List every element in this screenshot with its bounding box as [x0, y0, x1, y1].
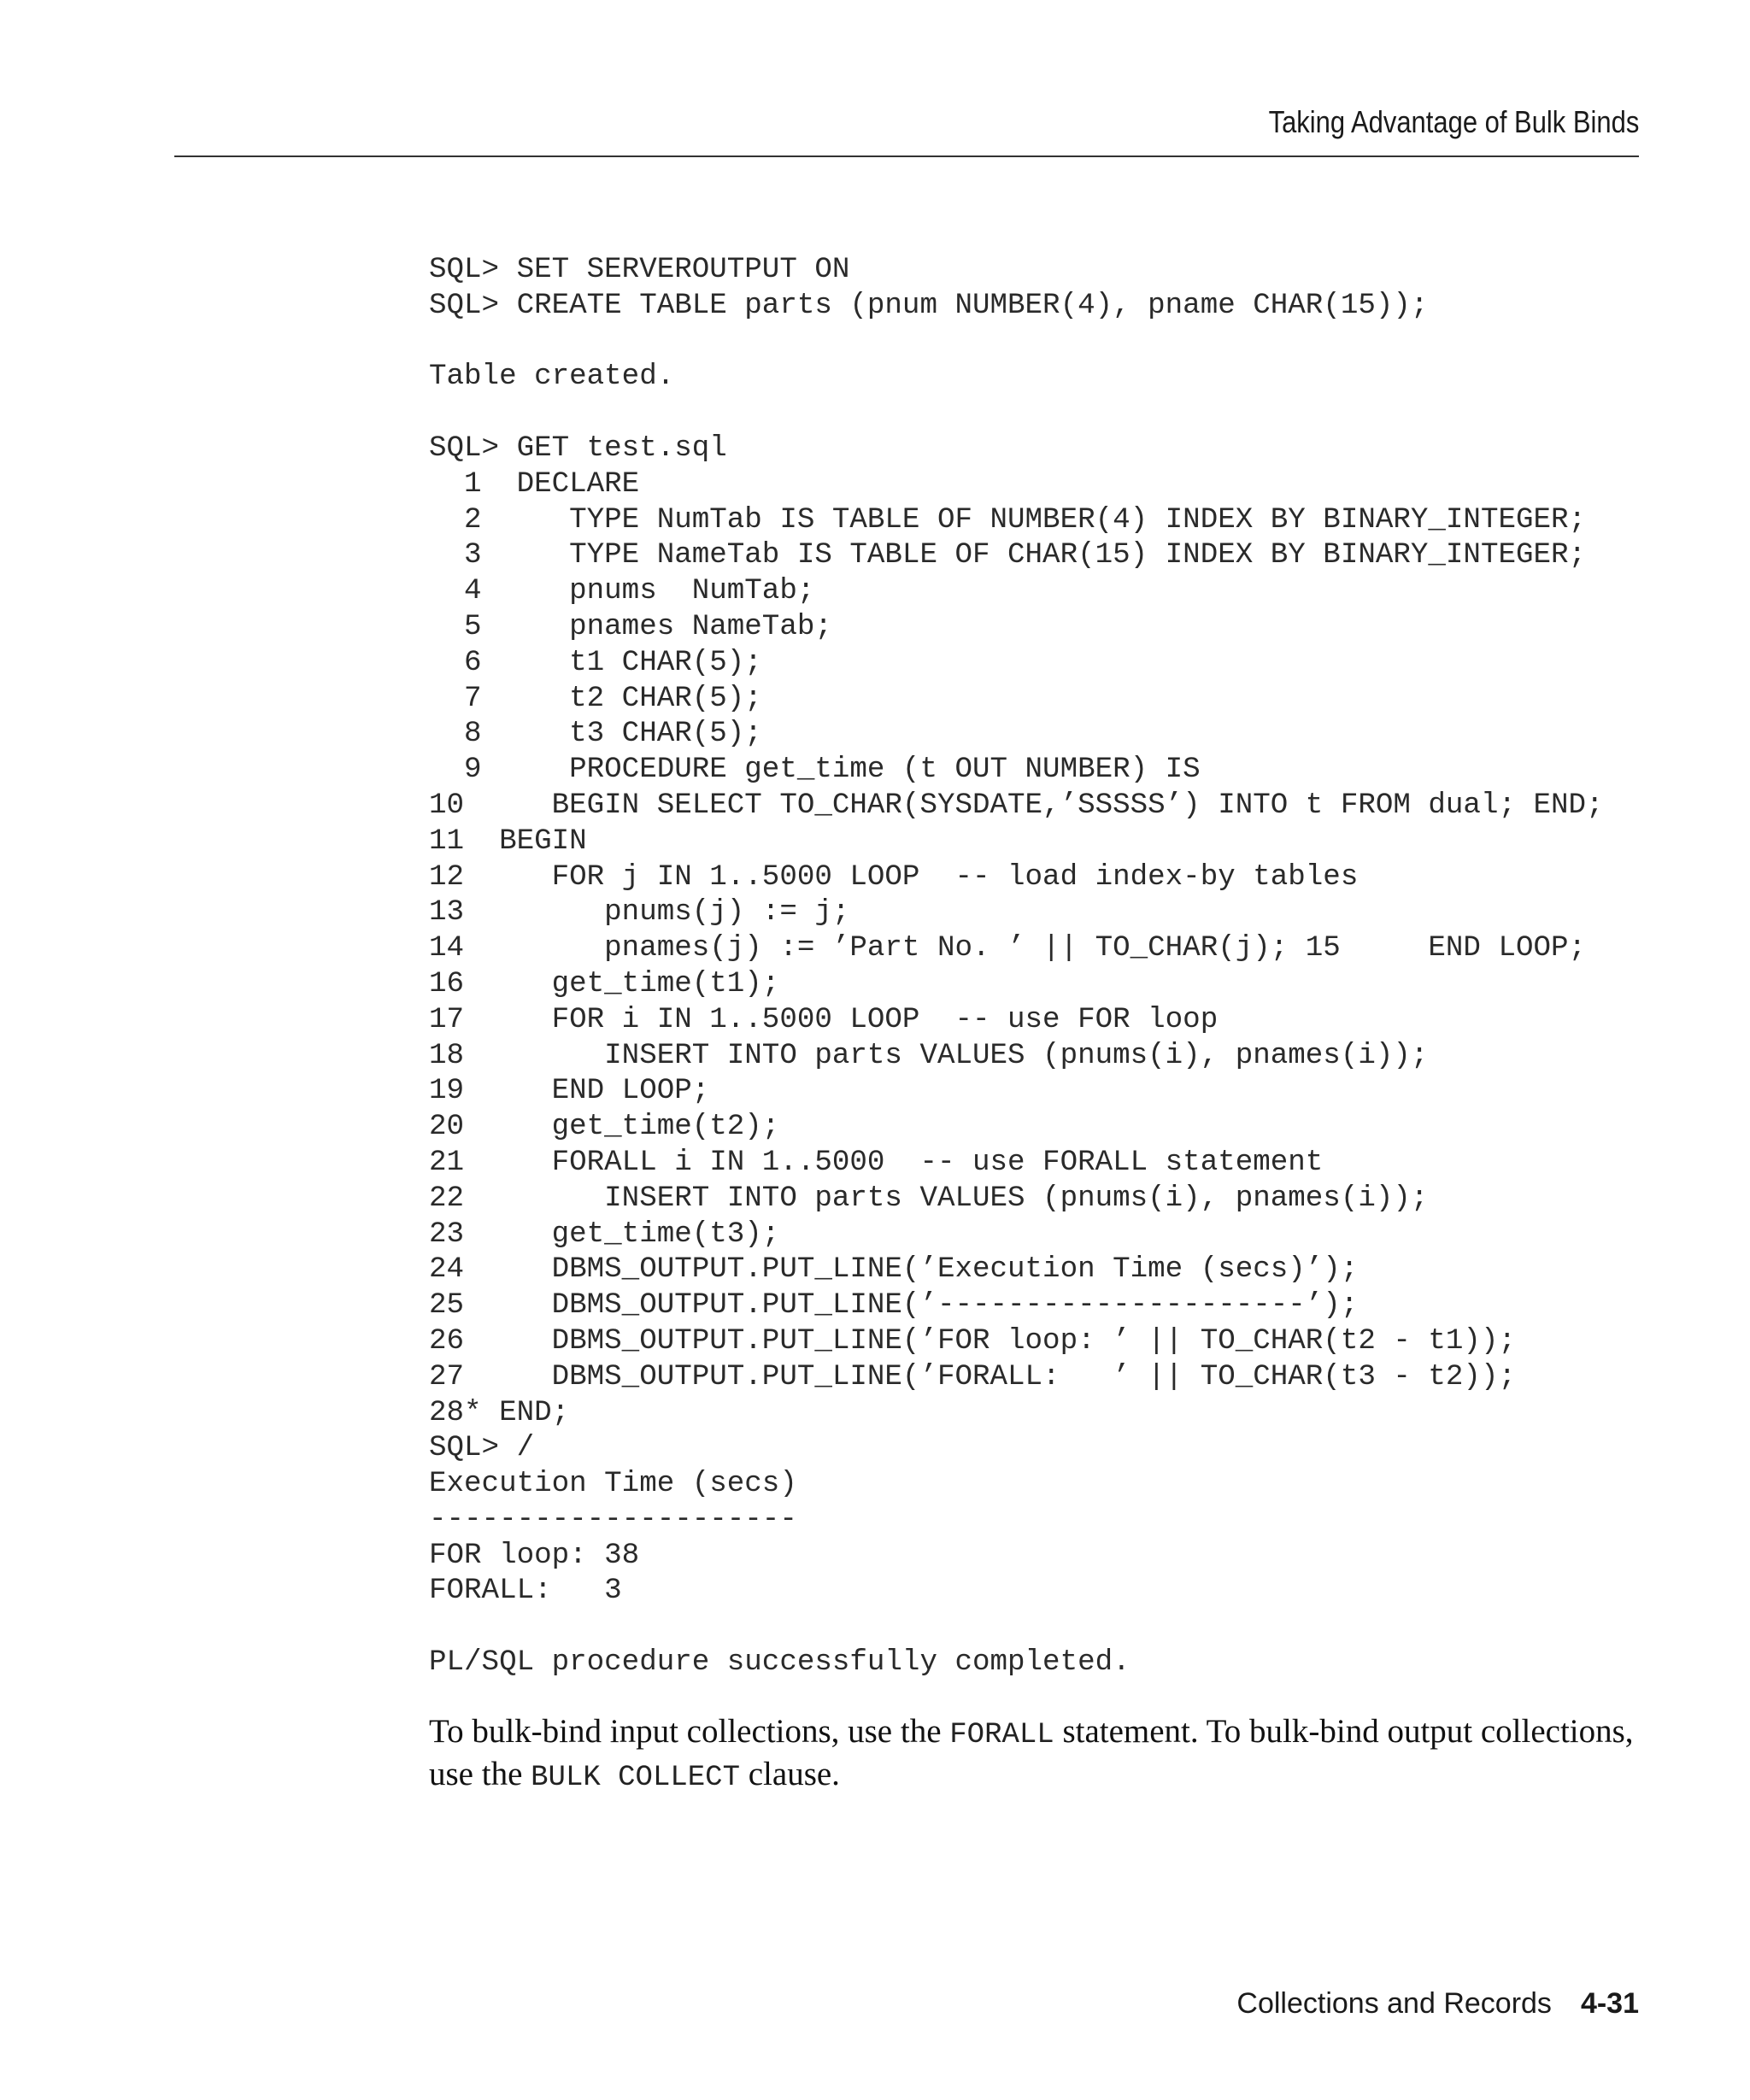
- code-line: SQL> CREATE TABLE parts (pnum NUMBER(4), pname CHAR(15));: [429, 289, 1429, 322]
- code-line: 7 t2 CHAR(5);: [429, 682, 762, 715]
- running-footer: [1236, 1987, 1639, 2021]
- footer-chapter-title: Collections and Records: [1236, 1987, 1552, 2020]
- code-line: 21 FORALL i IN 1..5000 -- use FORALL statement: [429, 1146, 1324, 1179]
- paragraph-text: To bulk-bind input collections, use the: [429, 1713, 950, 1750]
- code-line: 4 pnums NumTab;: [429, 575, 815, 608]
- code-line: 23 get_time(t3);: [429, 1217, 780, 1251]
- code-line: [429, 396, 1604, 431]
- code-line: SQL> SET SERVEROUTPUT ON: [429, 254, 850, 286]
- code-line: 8 t3 CHAR(5);: [429, 718, 762, 751]
- body-paragraph: [429, 1712, 1642, 1798]
- paragraph-text: statement. To bulk-bind output collections, use the: [429, 1713, 1634, 1792]
- code-line: 3 TYPE NameTab IS TABLE OF CHAR(15) INDEX BY BINARY_INTEGER;: [429, 539, 1587, 572]
- code-line: PL/SQL procedure successfully completed.: [429, 1646, 1130, 1680]
- code-line: 12 FOR j IN 1..5000 LOOP -- load index-by tables: [429, 860, 1359, 894]
- code-line: ---------------------: [429, 1503, 797, 1536]
- code-line: 2 TYPE NumTab IS TABLE OF NUMBER(4) INDEX BY BINARY_INTEGER;: [429, 503, 1587, 537]
- code-line: Table created.: [429, 361, 675, 394]
- code-line: 10 BEGIN SELECT TO_CHAR(SYSDATE,’SSSSS’) INTO t FROM dual; END;: [429, 789, 1604, 822]
- code-line: [429, 325, 1604, 361]
- code-line: 28* END;: [429, 1396, 570, 1429]
- page-number: 4-31: [1580, 1987, 1639, 2020]
- code-line: 24 DBMS_OUTPUT.PUT_LINE(’Execution Time (secs)’);: [429, 1253, 1359, 1287]
- code-line: 1 DECLARE: [429, 467, 640, 501]
- code-line: 13 pnums(j) := j;: [429, 896, 850, 930]
- code-line: Execution Time (secs): [429, 1468, 797, 1501]
- inline-code-bulk-collect: BULK COLLECT: [531, 1762, 740, 1794]
- code-line: FOR loop: 38: [429, 1539, 640, 1572]
- code-line: 27 DBMS_OUTPUT.PUT_LINE(’FORALL: ’ || TO_CHAR(t3 - t2));: [429, 1360, 1516, 1393]
- code-line: 18 INSERT INTO parts VALUES (pnums(i), pnames(i));: [429, 1039, 1429, 1072]
- paragraph-text: clause.: [739, 1756, 840, 1792]
- code-line: 17 FOR i IN 1..5000 LOOP -- use FOR loop: [429, 1003, 1219, 1036]
- running-header: Taking Advantage of Bulk Binds: [1268, 104, 1639, 139]
- code-line: 25 DBMS_OUTPUT.PUT_LINE(’---------------------’);: [429, 1289, 1359, 1323]
- code-line: 16 get_time(t1);: [429, 967, 780, 1000]
- code-line: 14 pnames(j) := ’Part No. ’ || TO_CHAR(j); 15 END LOOP;: [429, 932, 1587, 965]
- code-line: SQL> GET test.sql: [429, 431, 727, 465]
- code-line: [429, 1610, 1604, 1645]
- code-line: 19 END LOOP;: [429, 1075, 710, 1108]
- header-rule: [174, 155, 1639, 157]
- code-line: 6 t1 CHAR(5);: [429, 646, 762, 679]
- code-line: FORALL: 3: [429, 1575, 622, 1608]
- code-line: 5 pnames NameTab;: [429, 610, 832, 643]
- inline-code-forall: FORALL: [949, 1719, 1054, 1751]
- code-line: 9 PROCEDURE get_time (t OUT NUMBER) IS: [429, 754, 1201, 787]
- code-line: 11 BEGIN: [429, 824, 587, 858]
- code-line: SQL> /: [429, 1432, 535, 1465]
- code-listing: [429, 253, 1604, 1681]
- code-line: 22 INSERT INTO parts VALUES (pnums(i), pnames(i));: [429, 1182, 1429, 1215]
- code-line: 26 DBMS_OUTPUT.PUT_LINE(’FOR loop: ’ || TO_CHAR(t2 - t1));: [429, 1324, 1516, 1358]
- code-line: 20 get_time(t2);: [429, 1111, 780, 1144]
